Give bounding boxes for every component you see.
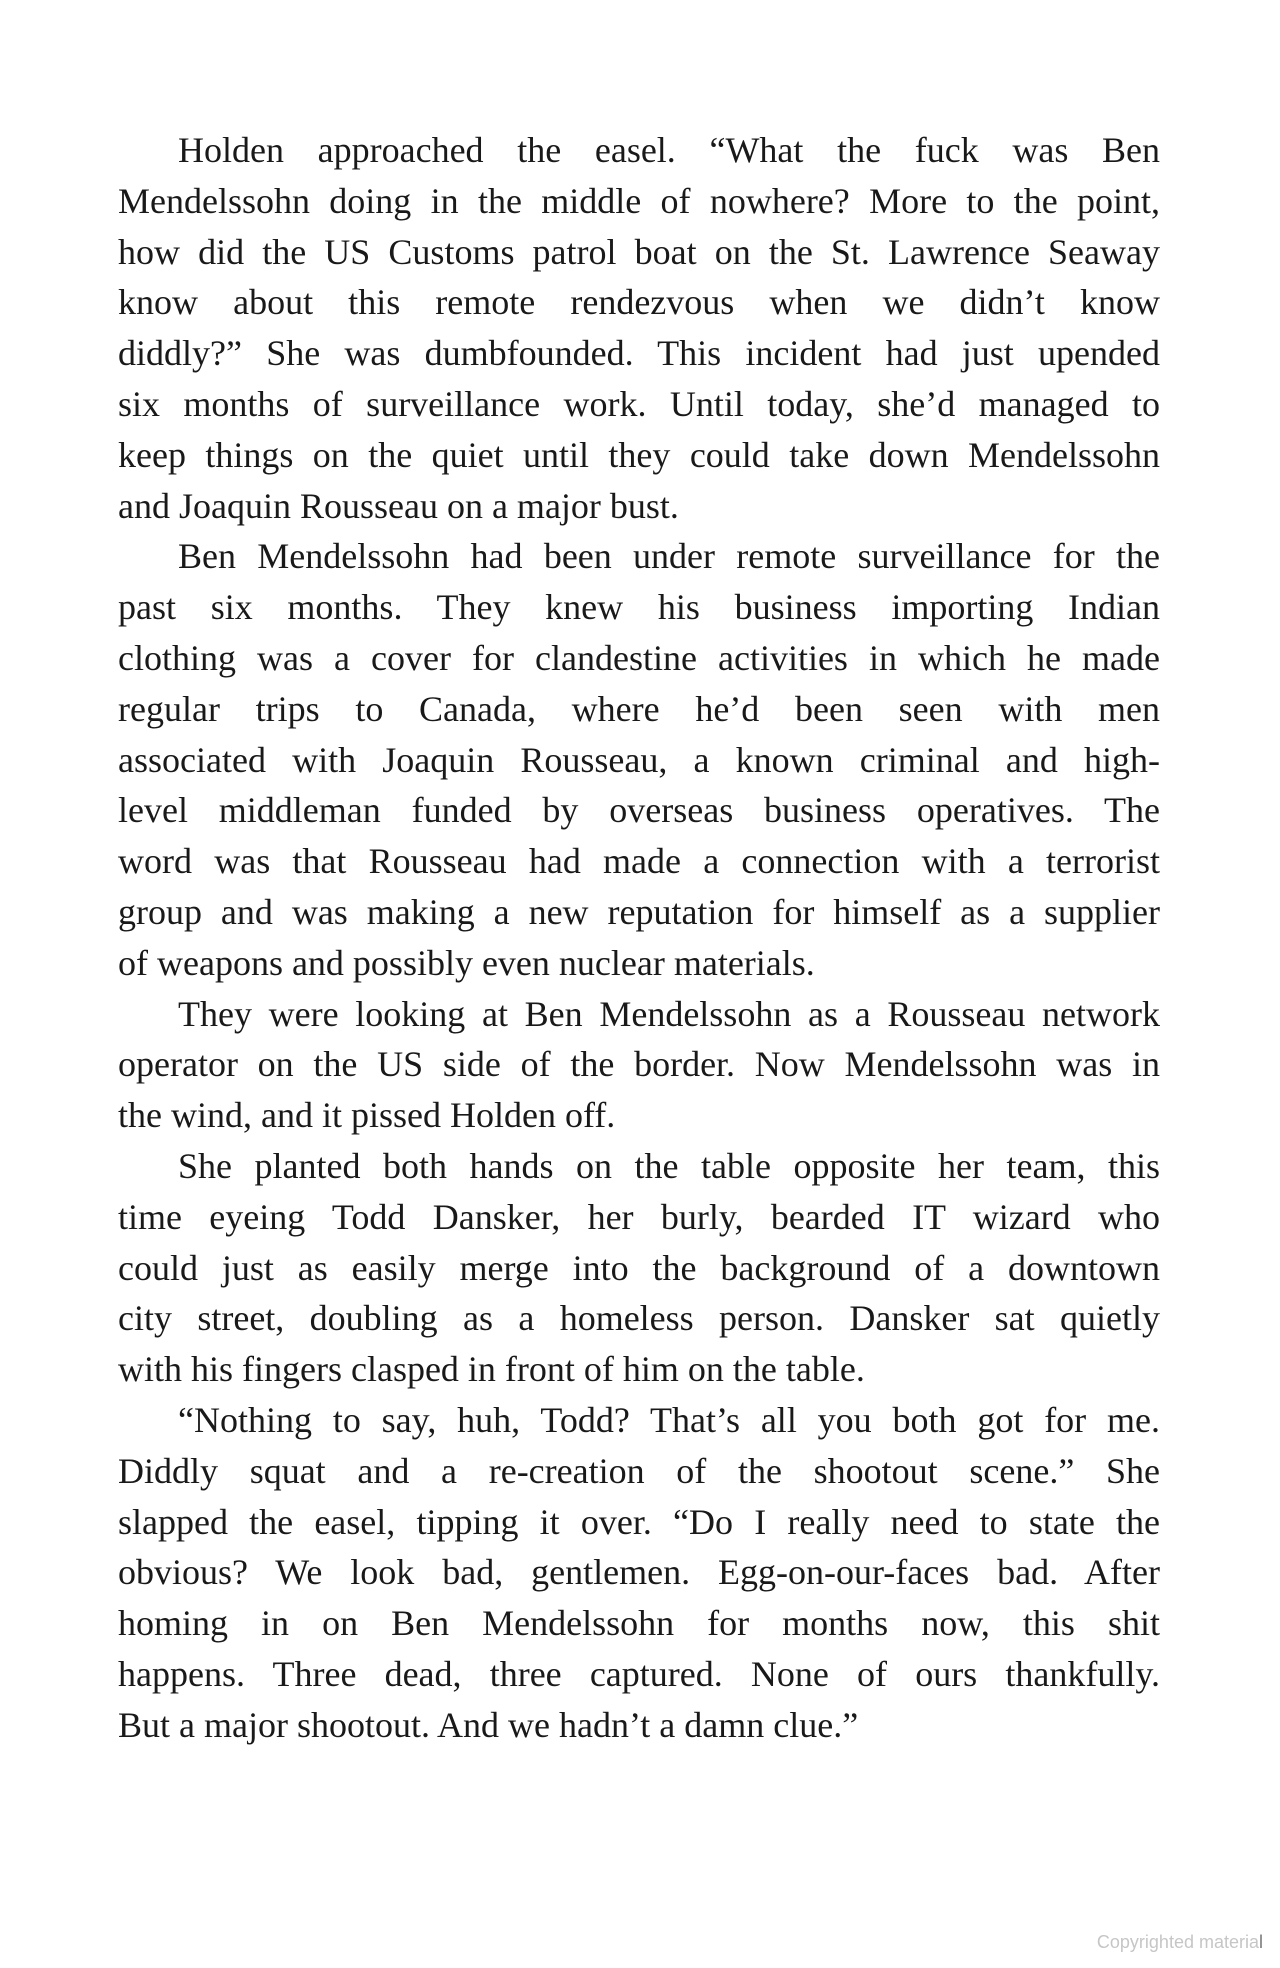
text-line: Ben Mendelssohn had been under remote surveillance for the: [178, 536, 1160, 577]
text-line: know about this remote rendezvous when we didn’t know: [118, 282, 1160, 323]
text-line: time eyeing Todd Dansker, her burly, bearded IT wizard who: [118, 1196, 1160, 1237]
text-line: keep things on the quiet until they could take down Mendelssohn: [118, 434, 1160, 475]
watermark-tail: l: [1259, 1932, 1263, 1952]
paragraph: [118, 1141, 1160, 1395]
text-line: obvious? We look bad, gentlemen. Egg-on-our-faces bad. After: [118, 1552, 1160, 1593]
text-line: of weapons and possibly even nuclear materials.: [118, 942, 815, 983]
paragraph: [118, 989, 1160, 1141]
text-line: “Nothing to say, huh, Todd? That’s all you both got for me.: [178, 1399, 1160, 1440]
text-line: regular trips to Canada, where he’d been seen with men: [118, 688, 1160, 729]
paragraph: [118, 531, 1160, 988]
page-text: [118, 125, 1160, 1751]
text-line: clothing was a cover for clandestine activities in which he made: [118, 637, 1160, 678]
text-line: Holden approached the easel. “What the fuck was Ben: [178, 130, 1160, 170]
text-line: and Joaquin Rousseau on a major bust.: [118, 485, 679, 526]
text-line: They were looking at Ben Mendelssohn as a Rousseau network: [178, 993, 1160, 1034]
text-line: diddly?” She was dumbfounded. This incident had just upended: [118, 333, 1160, 374]
text-line: how did the US Customs patrol boat on the St. Lawrence Seaway: [118, 231, 1160, 272]
text-line: slapped the easel, tipping it over. “Do I really need to state the: [118, 1501, 1160, 1542]
paragraph: [118, 125, 1160, 531]
text-line: She planted both hands on the table opposite her team, this: [178, 1145, 1160, 1186]
text-line: happens. Three dead, three captured. None of ours thankfully.: [118, 1653, 1160, 1694]
watermark-text: Copyrighted materia: [1096, 1932, 1259, 1952]
text-line: word was that Rousseau had made a connection with a terrorist: [118, 841, 1160, 882]
text-line: But a major shootout. And we hadn’t a damn clue.”: [118, 1704, 859, 1745]
paragraph: [118, 1395, 1160, 1751]
text-line: could just as easily merge into the background of a downtown: [118, 1247, 1160, 1288]
text-line: operator on the US side of the border. Now Mendelssohn was in: [118, 1044, 1160, 1085]
text-line: homing in on Ben Mendelssohn for months now, this shit: [118, 1603, 1160, 1644]
text-line: the wind, and it pissed Holden off.: [118, 1095, 616, 1136]
text-line: six months of surveillance work. Until today, she’d managed to: [118, 383, 1160, 424]
text-line: group and was making a new reputation for himself as a supplier: [118, 891, 1160, 932]
copyright-watermark: [1097, 1933, 1263, 1951]
text-line: associated with Joaquin Rousseau, a known criminal and high-: [118, 739, 1160, 780]
text-line: past six months. They knew his business importing Indian: [118, 587, 1160, 628]
text-line: level middleman funded by overseas business operatives. The: [118, 790, 1160, 831]
text-line: Diddly squat and a re-creation of the shootout scene.” She: [118, 1450, 1160, 1491]
text-line: Mendelssohn doing in the middle of nowhere? More to the point,: [118, 180, 1160, 221]
text-line: with his fingers clasped in front of him on the table.: [118, 1349, 865, 1390]
text-line: city street, doubling as a homeless person. Dansker sat quietly: [118, 1298, 1160, 1339]
